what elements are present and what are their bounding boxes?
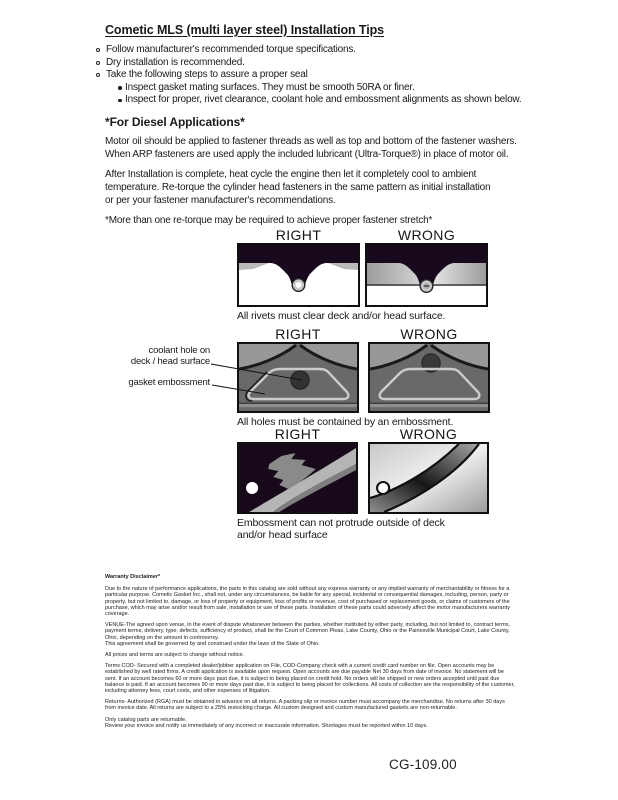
note-line: *More than one re-torque may be required to achieve proper fastener stretch* [105,215,433,226]
disclaimer-paragraph: All prices and terms are subject to change without notice. [105,652,245,659]
installation-tips-list [96,44,521,107]
list-item [96,57,521,70]
diagram-caption: All rivets must clear deck and/or head surface. [237,310,446,322]
page-code: CG-109.00 [389,757,457,772]
circle-bullet-icon [96,61,100,65]
diesel-applications-section [105,115,517,234]
wrong-label: WRONG [399,426,458,442]
disclaimer-paragraph: Due to the nature of performance applications, the parts in this catalog are sold without any express warranty or any implied warranty of merchantability or fitness for a particular purpose. Cometic Gasket Inc., shall not, under any circumstances, be liable for any special, incidental or consequential damages, including, person, party or property, but not limited to, damage, or loss of property or equipment, loss of profits or revenue, cost of purchased or replacement goods, or claims of customers of the purchase, which may arise and/or result from sale, installation or use of these parts. Installation of these parts could adversely affect the motor manufacturers warranty coverage. [105,586,510,618]
diagram-row-embossment [237,327,490,428]
hole-outside-illustration [370,344,488,411]
bullet-text: Take the following steps to assure a proper seal [106,69,308,81]
diagram-labels [237,427,489,442]
disclaimer-text: Only catalog parts are returnable. [105,716,187,723]
label-line: coolant hole on [148,345,210,356]
rivet-wrong-diagram [365,243,488,307]
right-label: RIGHT [274,426,321,442]
paragraph-line: Motor oil should be applied to fastener threads as well as top and bottom of the fastener washers. [105,136,517,147]
rivet-touching-illustration [367,245,486,305]
list-item [96,44,521,57]
paragraph [105,168,517,207]
right-label: RIGHT [275,227,322,243]
diagram-labels [237,327,490,342]
dot-bullet-icon [118,99,122,103]
protrusion-right-diagram [237,442,358,514]
disclaimer-heading: Warranty Disclaimer* [105,574,161,580]
bullet-text: Dry installation is recommended. [106,56,245,68]
disclaimer-paragraph [105,717,517,729]
disclaimer-paragraph: Returns- Authorized (RGA) must be obtained in advance on all returns. A packing slip or invoice number must accompany the merchandise. No returns after 30 days from invoice date. All returns are subject to a 25% restocking charge. All custom designed and custom manufactured gaskets are non-returnable. [105,699,505,712]
rivet-clear-illustration [239,245,358,305]
paragraph [105,135,517,161]
disclaimer-text: This agreement shall be governed by and construed under the laws of the State of Ohio. [105,640,320,647]
paragraph-line: When ARP fasteners are used apply the included lubricant (Ultra-Torque®) in place of motor oil. [105,149,509,160]
bullet-text: Follow manufacturer's recommended torque specifications. [106,44,356,55]
wrong-label: WRONG [397,227,456,243]
warranty-disclaimer [105,574,517,734]
diagram-labels [237,228,488,243]
wrong-label: WRONG [400,326,458,342]
hole-contained-illustration [239,344,357,411]
circle-bullet-icon [96,73,100,77]
embossment-inside-illustration [239,444,356,512]
paragraph-line: temperature. Re-torque the cylinder head fasteners in the same pattern as initial installation [105,182,491,193]
paragraph [105,214,517,227]
page-title: Cometic MLS (multi layer steel) Installation Tips [105,23,384,37]
bullet-text: Inspect gasket mating surfaces. They must be smooth 50RA or finer. [125,81,415,93]
hole-right-diagram [237,342,359,413]
right-label: RIGHT [275,326,321,342]
dot-bullet-icon [118,86,122,90]
label-line: deck / head surface [130,356,210,367]
coolant-hole-label [90,345,210,367]
list-item [96,82,521,94]
bullet-text: Inspect for proper, rivet clearance, coolant hole and embossment alignments as shown below. [125,94,522,106]
protrusion-wrong-diagram [368,442,489,514]
diagram-caption: Embossment can not protrude outside of deck and/or head surface [237,517,445,541]
paragraph-line: After Installation is complete, heat cycle the engine then let it completely cool to ambient [105,169,477,180]
hole-wrong-diagram [368,342,490,413]
paragraph-line: or per your fastener manufacturer's recommendations. [105,195,336,206]
list-item [96,69,521,82]
section-heading: *For Diesel Applications* [105,115,245,129]
list-item [96,94,521,106]
gasket-embossment-label [90,377,210,388]
label-line: gasket embossment [128,377,210,388]
diagram-caption: All holes must be contained by an embossment. [237,416,454,428]
circle-bullet-icon [96,48,100,52]
embossment-protruding-illustration [370,444,487,512]
rivet-right-diagram [237,243,360,307]
diagram-row-protrusion [237,427,489,541]
diagram-row-rivets [237,228,488,322]
disclaimer-paragraph: Terms COD- Secured with a completed dealer/jobber application on File, COD-Company check with a current credit card number on file. Open accounts may be established by well rated firms. A credit application is available upon request. Open accounts are due payable Net 30 days from date of invoice. No statement will be sent. If an account becomes 60 or more days past due, it is subject to being placed on credit hold. No orders will be shipped or new orders accepted until past due balance is paid. If an account becomes 90 or more days past due, it is subject to being placed for collections. All costs of collection are the responsibility of the customer, including attorney fees, court costs, and other expenses of litigation. [105,663,515,695]
disclaimer-paragraph [105,622,517,647]
disclaimer-text: VENUE-The agreed upon venue, in the event of dispute whatsoever between the parties, whether instituted by either party, including, but not limited to, contract terms, payment terms, delivery, type, defects, sufficiency of product, shall be the Court of Common Pleas, Lake County, Ohio or the Painesville Municipal Court, Lake County, Ohio, depending on the amount in controversy. [105,622,510,641]
disclaimer-text: Review your invoice and notify us immediately of any incorrect or inaccurate information. Shortages must be reported within 10 days. [105,722,428,729]
